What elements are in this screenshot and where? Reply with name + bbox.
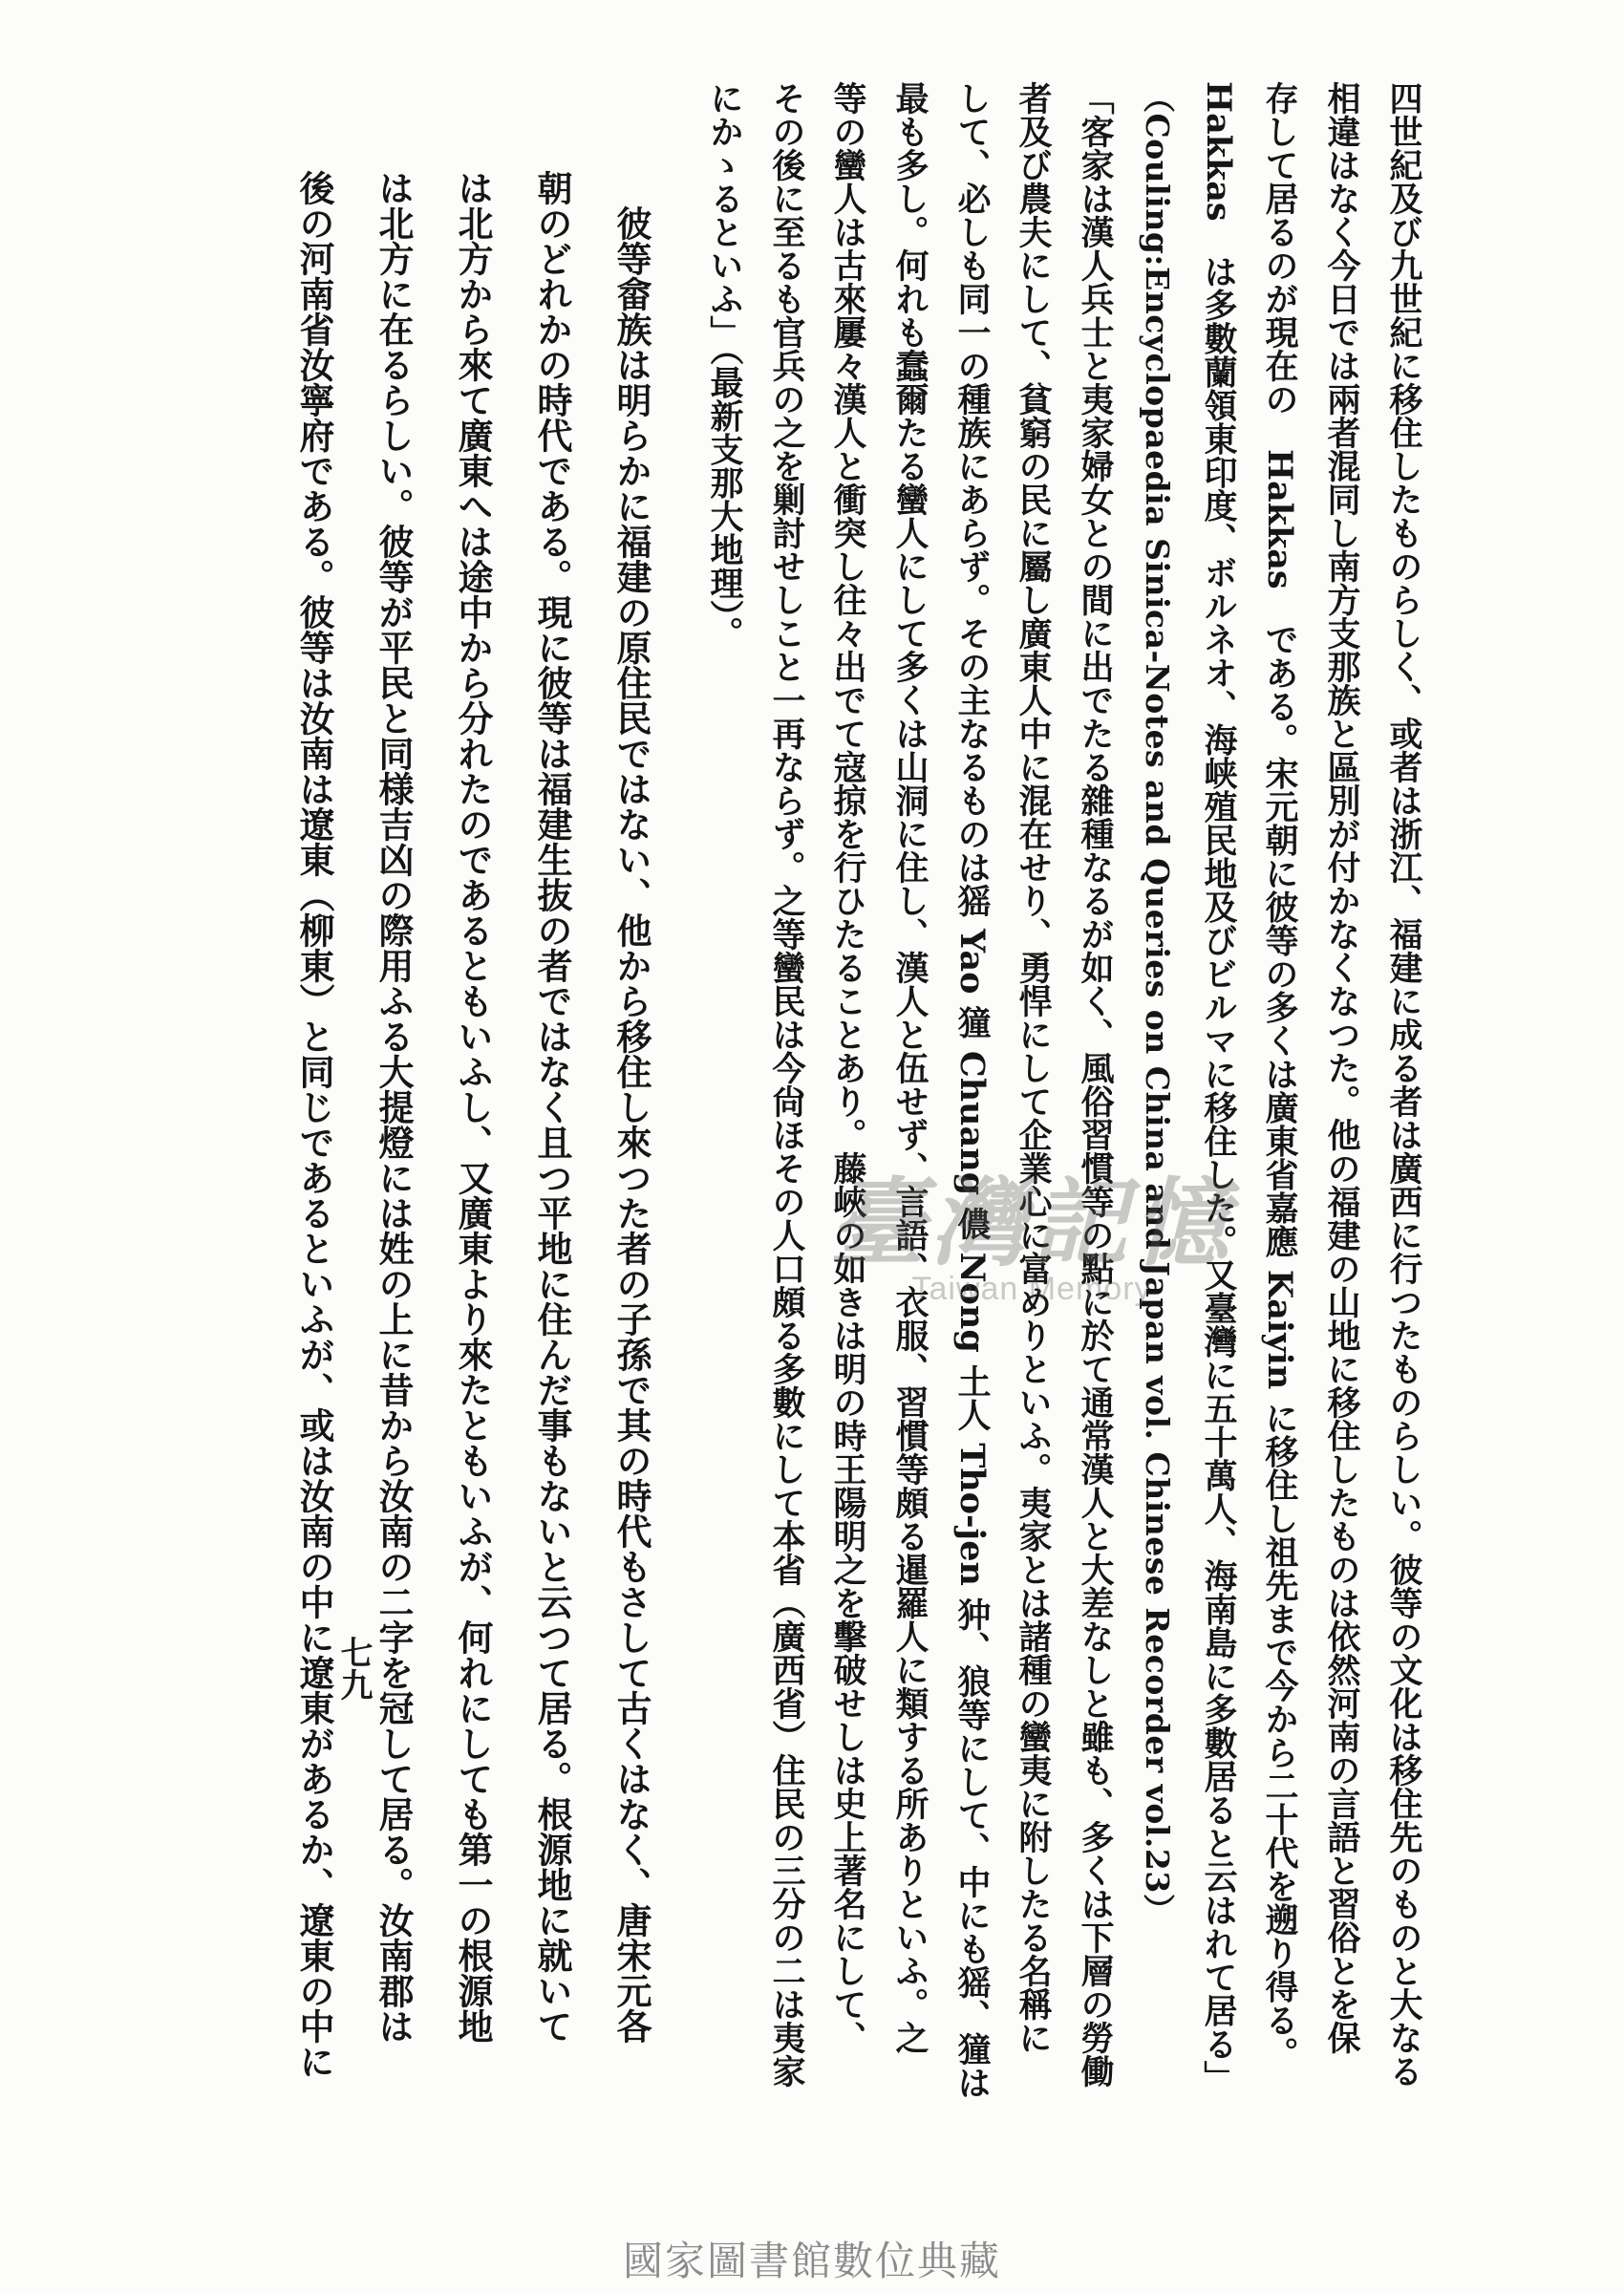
- page-number: 七九: [334, 1636, 373, 1701]
- text-column: して、必しも同一の種族にあらず。その主なるものは猺 Yao 獞 Chuang 儂 Nong 土人 Tho-jen 狆、狼等にして、中にも猺、獞は: [952, 81, 992, 2100]
- text-column: は北方に在るらしい。彼等が平民と同様吉凶の際用ふる大提燈には姓の上に昔から汝南の二字を冠して居る。汝南郡は: [373, 170, 415, 2044]
- text-column: 彼等畲族は明らかに福建の原住民ではない、他から移住し來つた者の子孫で其の時代もさして古くはなく、唐宋元各: [610, 205, 652, 2044]
- archive-footer-label: 國家圖書館數位典藏: [622, 2238, 1001, 2284]
- watermark-title: 臺灣記憶: [829, 1167, 1234, 1279]
- text-column: 四世紀及び九世紀に移住したものらしく、或者は浙江、福建に成る者は廣西に行つたものらしい。彼等の文化は移住先のものと大なる: [1384, 81, 1423, 2088]
- text-column: 相違はなく今日では兩者混同し南方支那族と區別が付かなくなつた。他の福建の山地に移住したものは依然河南の言語と習俗とを保: [1322, 81, 1361, 2054]
- text-column: 最も多し。何れも蠢爾たる蠻人にして多くは山洞に住し、漢人と伍せず、言語、衣服、習慣等頗る暹羅人に類する所ありといふ。之: [890, 81, 930, 2054]
- text-column: 朝のどれかの時代である。現に彼等は福建生抜の者ではなく且つ平地に住んだ事もないと云つて居る。根源地に就いて: [531, 170, 573, 2044]
- text-column: 存して居るのが現在の Hakkas である。宋元朝に彼等の多くは廣東省嘉應 Kaiyin に移住し祖先まで今から二十代を遡り得る。: [1260, 81, 1299, 2070]
- citation-column: （Couling:Encyclopaedia Sinica-Notes and Queries on China and Japan vol. Chinese Recorder vol.23）: [1139, 81, 1176, 1926]
- text-column: その後に至るも官兵の之を剿討せしこと一再ならず。之等蠻民は今尙ほその人口頗る多數にして本省（廣西省）住民の三分の二は夷家: [767, 81, 806, 2088]
- text-column: 「客家は漢人兵士と夷家婦女との間に出でたる雜種なるが如く、風俗習慣等の點に於て通常漢人と大差なしと雖も、多くは下層の勞働: [1076, 81, 1115, 2088]
- source-citation-column: にかゝるといふ」（最新支那大地理）。: [705, 81, 744, 650]
- text-column: 後の河南省汝寧府である。彼等は汝南は遼東（柳東）と同じであるといふが、或は汝南の中に遼東があるか、遼東の中に: [293, 170, 335, 2079]
- watermark-subtitle: Taiwan Memory: [911, 1271, 1152, 1307]
- text-column: 者及び農夫にして、貧窮の民に屬し廣東人中に混在せり、勇悍にして企業心に富めりといふ。夷家とは諸種の蠻夷に附したる名稱に: [1014, 81, 1053, 2054]
- text-column: 等の蠻人は古來屢々漢人と衝突し往々出でて寇掠を行ひたることあり。藤峽の如きは明の時王陽明之を擊破せしは史上著名にして、: [828, 81, 867, 2054]
- text-column: Hakkas は多數蘭領東印度、ボルネオ、海峡殖民地及びビルマに移住した。又臺灣に五十萬人、海南島に多數居ると云はれて居る」: [1199, 81, 1238, 2094]
- text-column: は北方から來て廣東へは途中から分れたのであるともいふし、又廣東より來たともいふが、何れにしても第一の根源地: [452, 170, 494, 2044]
